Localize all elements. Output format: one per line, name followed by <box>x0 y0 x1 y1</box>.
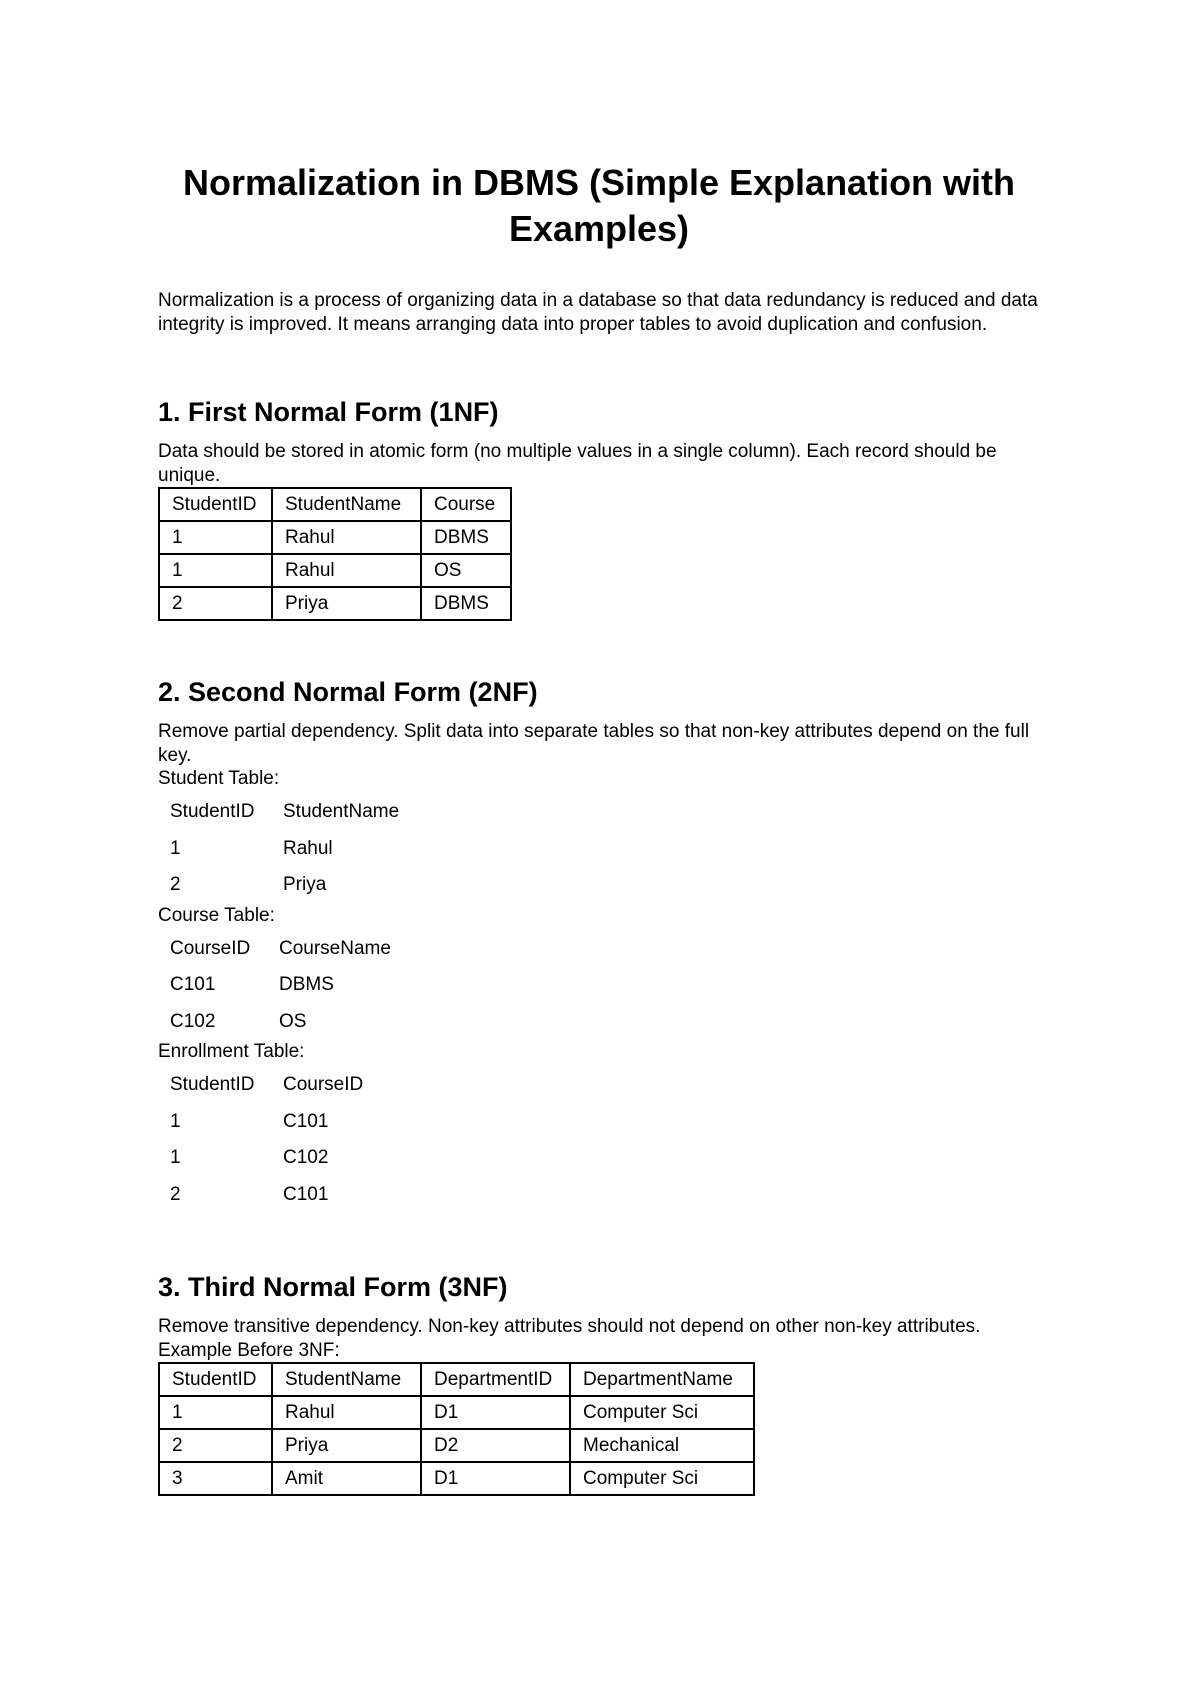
table-row <box>159 1462 754 1495</box>
table-cell: OS <box>421 554 511 587</box>
table-cell: Computer Sci <box>570 1462 754 1495</box>
table-row <box>159 1396 754 1429</box>
text-2nf: Remove partial dependency. Split data into separate tables so that non-key attributes depend on the full key. <box>158 721 1030 766</box>
table-3nf <box>158 1362 755 1496</box>
enrollment-table <box>158 1067 421 1213</box>
table-cell: Rahul <box>272 1396 421 1429</box>
table-cell: Amit <box>272 1462 421 1495</box>
table-cell: 1 <box>170 837 181 859</box>
header-cell: StudentID <box>170 1074 255 1096</box>
table-cell: 2 <box>159 587 272 620</box>
header-cell: StudentID <box>170 801 255 823</box>
table-cell: 1 <box>159 521 272 554</box>
table-cell: Mechanical <box>570 1429 754 1462</box>
table-cell: C101 <box>283 1183 329 1205</box>
header-cell: StudentID <box>159 1363 272 1396</box>
table-cell: D2 <box>421 1429 570 1462</box>
table-header-row <box>159 488 511 521</box>
course-table <box>158 931 417 1041</box>
example-before-3nf-label: Example Before 3NF: <box>158 1339 340 1361</box>
table-row <box>158 1177 421 1214</box>
table-cell: C101 <box>170 974 216 996</box>
table-cell: 1 <box>159 554 272 587</box>
intro-paragraph: Normalization is a process of organizing data in a database so that data redundancy is reduced and data integrity is improved. It means arranging data into proper tables to avoid duplication and confusion. <box>158 290 1038 335</box>
heading-2nf: 2. Second Normal Form (2NF) <box>158 677 538 707</box>
header-cell: DepartmentName <box>570 1363 754 1396</box>
table-cell: D1 <box>421 1462 570 1495</box>
table-1nf <box>158 487 512 621</box>
table-header-row <box>158 931 417 968</box>
table-row <box>158 831 421 868</box>
enrollment-table-label: Enrollment Table: <box>158 1041 305 1062</box>
header-cell: Course <box>421 488 511 521</box>
table-cell: Rahul <box>283 837 333 859</box>
table-cell: Priya <box>272 1429 421 1462</box>
table-cell: C101 <box>283 1110 329 1132</box>
table-cell: 2 <box>170 1183 181 1205</box>
table-cell: C102 <box>170 1010 216 1032</box>
header-cell: CourseName <box>279 937 391 959</box>
table-cell: DBMS <box>279 974 334 996</box>
header-cell: DepartmentID <box>421 1363 570 1396</box>
header-cell: CourseID <box>283 1074 364 1096</box>
text-3nf: Remove transitive dependency. Non-key attributes should not depend on other non-key attributes. <box>158 1316 981 1337</box>
table-cell: 1 <box>170 1110 181 1132</box>
student-table <box>158 794 421 904</box>
table-header-row <box>158 1067 421 1104</box>
table-cell: 3 <box>159 1462 272 1495</box>
table-cell: Rahul <box>272 554 421 587</box>
table-cell: Priya <box>283 874 327 896</box>
table-row <box>158 1140 421 1177</box>
table-row <box>159 587 511 620</box>
heading-1nf: 1. First Normal Form (1NF) <box>158 397 499 427</box>
table-row <box>159 554 511 587</box>
table-cell: DBMS <box>421 521 511 554</box>
table-cell: Rahul <box>272 521 421 554</box>
document-page <box>158 160 1058 1496</box>
header-cell: StudentName <box>272 1363 421 1396</box>
header-cell: StudentName <box>283 801 400 823</box>
course-table-label: Course Table: <box>158 904 275 926</box>
table-cell: 1 <box>170 1147 181 1169</box>
page-title: Normalization in DBMS (Simple Explanation with Examples) <box>182 162 1016 249</box>
student-table-label: Student Table: <box>158 768 280 789</box>
table-header-row <box>159 1363 754 1396</box>
table-row <box>158 1004 417 1041</box>
header-cell: StudentName <box>272 488 421 521</box>
table-cell: 1 <box>159 1396 272 1429</box>
table-cell: DBMS <box>421 587 511 620</box>
table-cell: C102 <box>283 1147 329 1169</box>
table-cell: D1 <box>421 1396 570 1429</box>
table-row <box>158 1104 421 1141</box>
table-cell: OS <box>279 1010 307 1032</box>
text-1nf: Data should be stored in atomic form (no multiple values in a single column). Each record should be unique. <box>158 441 997 486</box>
table-cell: Priya <box>272 587 421 620</box>
heading-3nf: 3. Third Normal Form (3NF) <box>158 1272 508 1302</box>
header-cell: CourseID <box>170 937 251 959</box>
table-cell: 2 <box>159 1429 272 1462</box>
table-header-row <box>158 794 421 831</box>
table-row <box>158 967 417 1004</box>
table-row <box>159 1429 754 1462</box>
table-row <box>159 521 511 554</box>
table-cell: 2 <box>170 874 181 896</box>
table-cell: Computer Sci <box>570 1396 754 1429</box>
table-row <box>158 867 421 904</box>
header-cell: StudentID <box>159 488 272 521</box>
